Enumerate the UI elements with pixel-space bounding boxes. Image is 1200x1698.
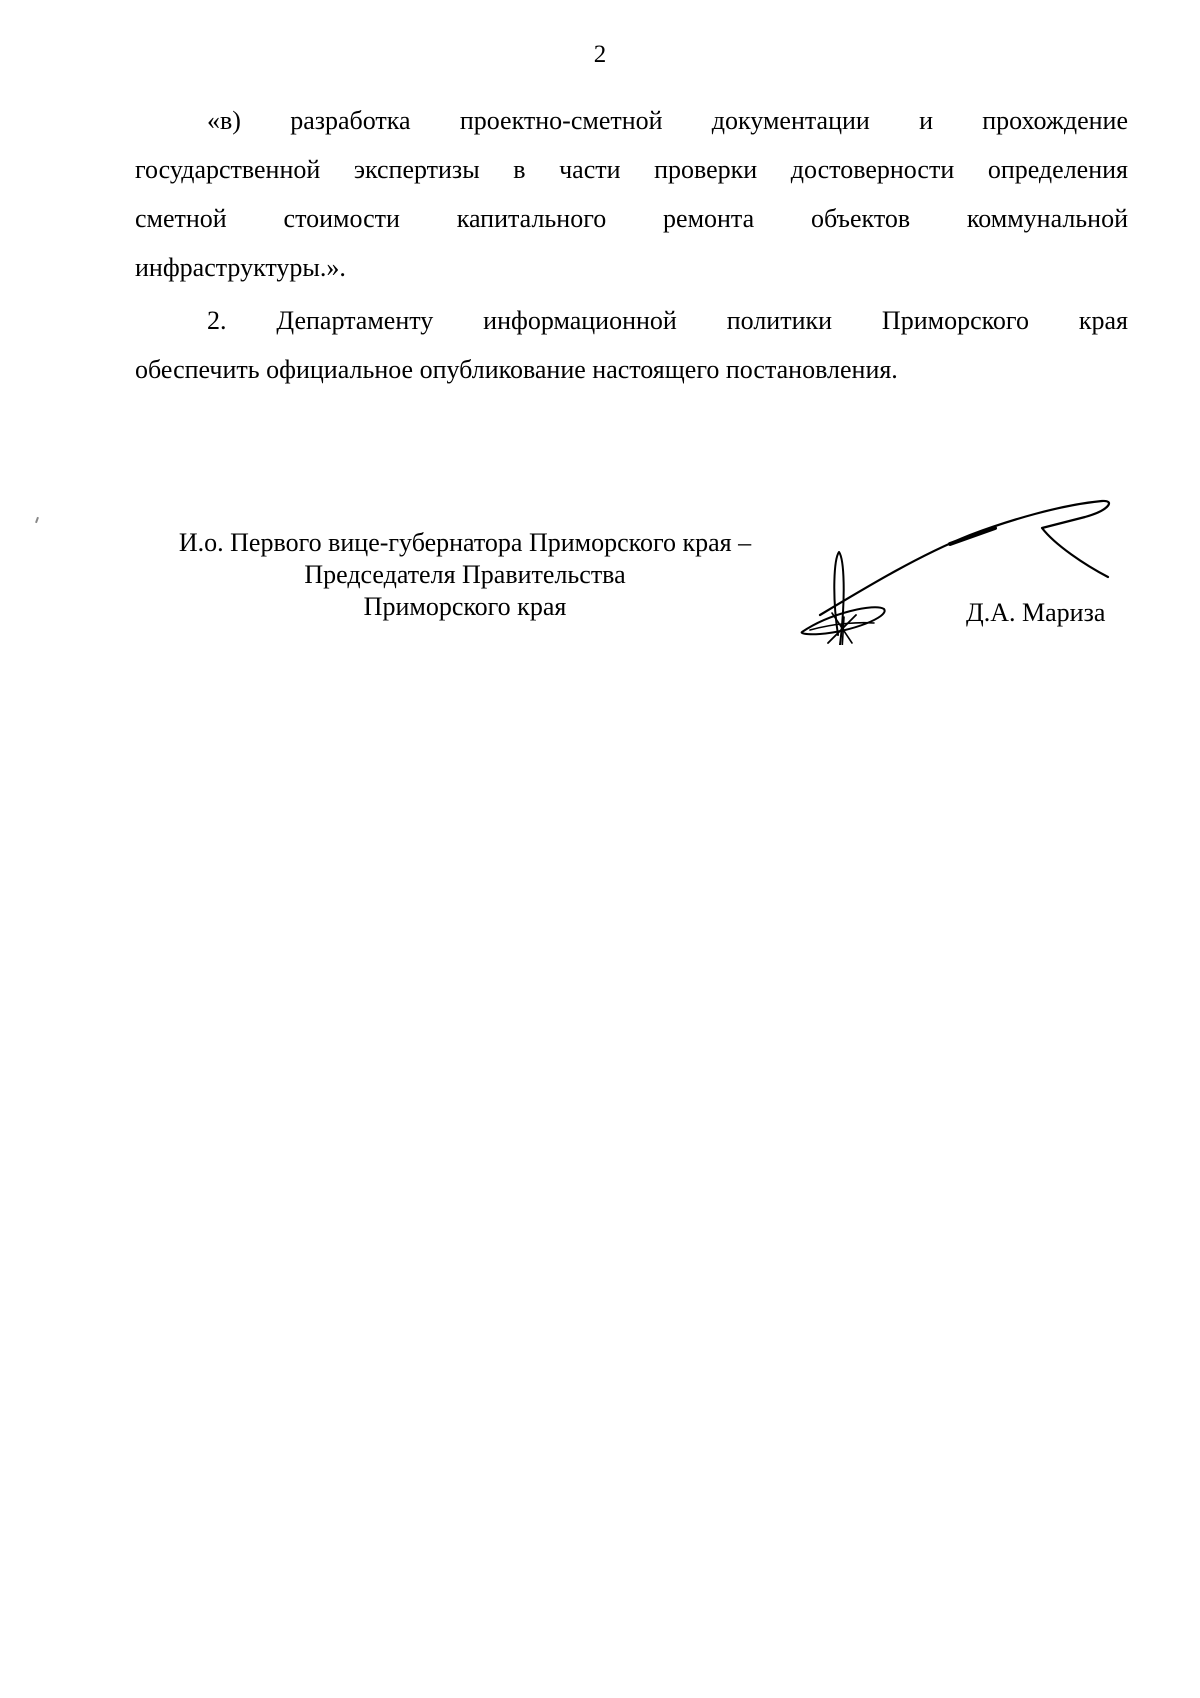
signatory-title-line: Председателя Правительства (304, 560, 626, 589)
paragraph-line: «в) разработка проектно-сметной документации и прохождение (207, 106, 1128, 135)
paragraph-line: государственной экспертизы в части проверки достоверности определения (135, 155, 1128, 184)
signatory-title-line: Приморского края (363, 592, 567, 621)
signatory-name: Д.А. Мариза (966, 598, 1106, 627)
scan-artifact (35, 517, 39, 523)
paragraph-line: 2. Департаменту информационной политики Приморского края (207, 306, 1128, 335)
paragraph-line: сметной стоимости капитального ремонта объектов коммунальной (135, 204, 1128, 233)
paragraph-line: обеспечить официальное опубликование настоящего постановления. (135, 355, 898, 384)
signatory-title (135, 527, 795, 623)
paragraph-clause-v (135, 96, 1128, 292)
page-number: 2 (593, 41, 607, 68)
paragraph-item-2 (135, 296, 1128, 394)
signatory-title-line: И.о. Первого вице-губернатора Приморского края – (178, 528, 752, 557)
paragraph-line: инфраструктуры.». (135, 253, 346, 282)
